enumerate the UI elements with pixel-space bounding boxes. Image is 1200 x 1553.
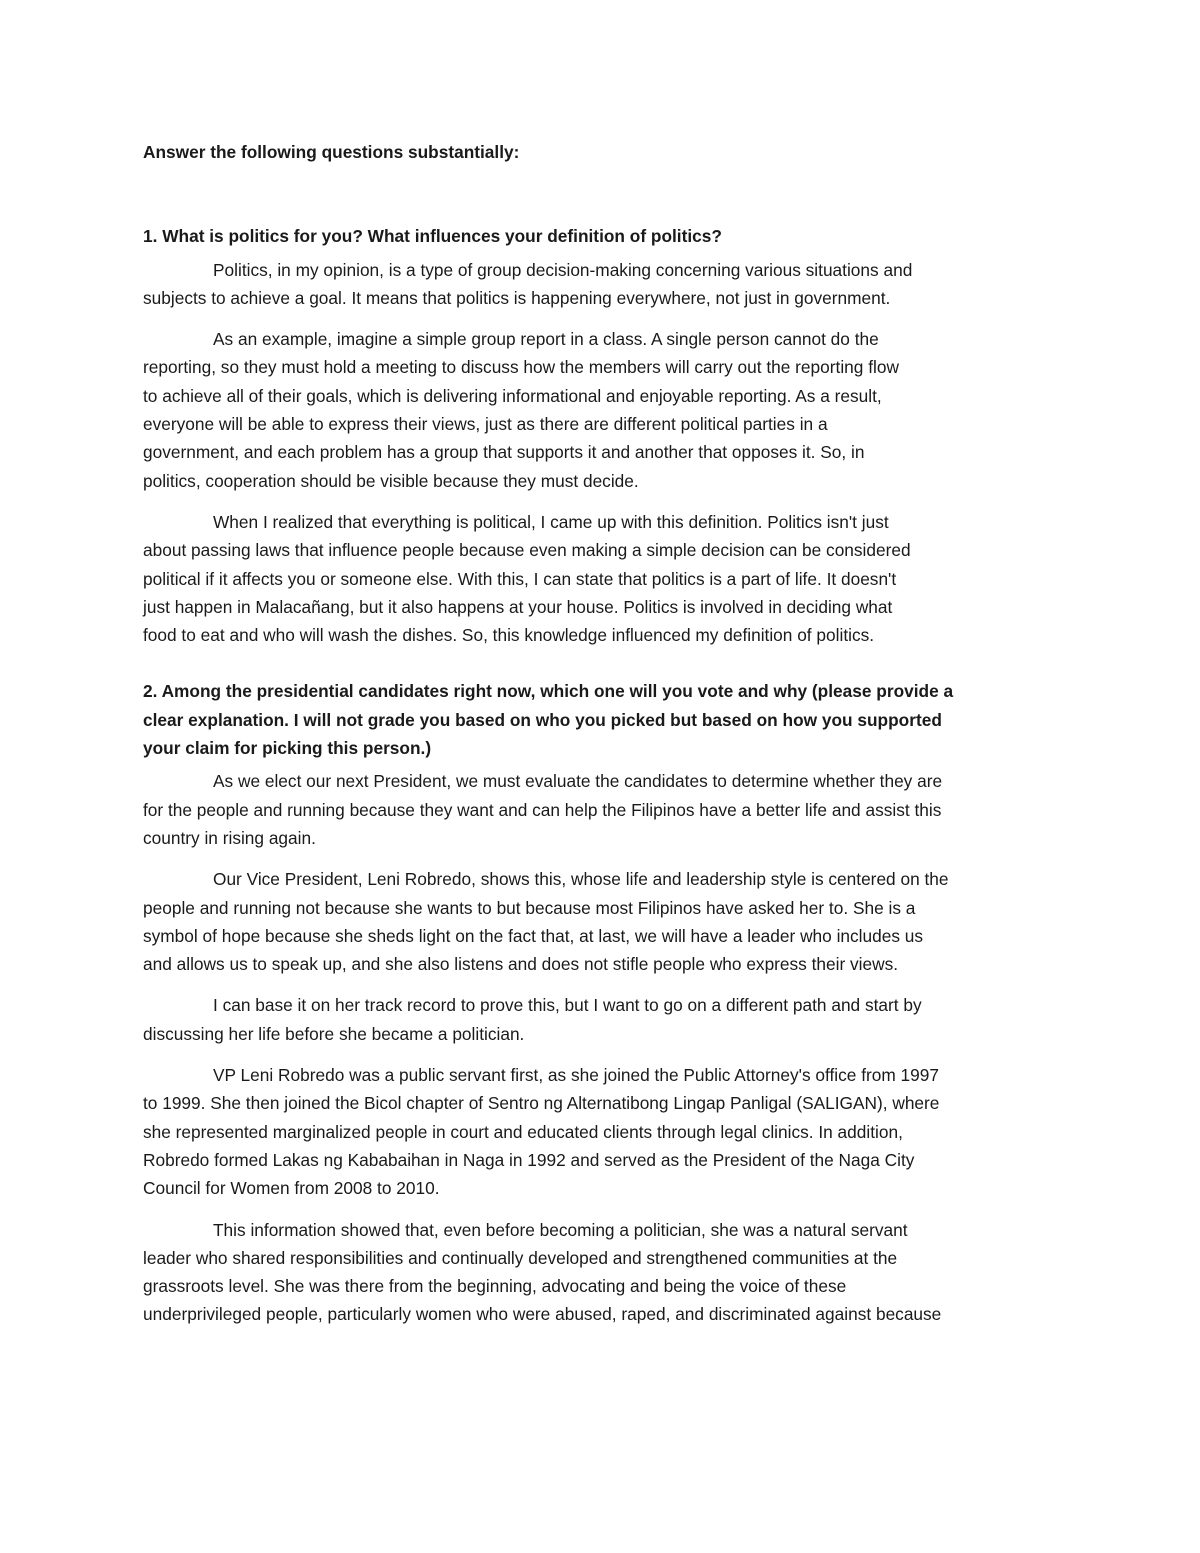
answer-2-paragraph-2 [143, 865, 1063, 978]
text-line: As an example, imagine a simple group report in a class. A single person cannot do the [213, 329, 879, 350]
question-2 [143, 677, 1063, 762]
question-2-line: clear explanation. I will not grade you based on who you picked but based on how you supported [143, 709, 942, 730]
text-line: Robredo formed Lakas ng Kababaihan in Naga in 1992 and served as the President of the Naga City [143, 1149, 915, 1170]
text-line: to 1999. She then joined the Bicol chapter of Sentro ng Alternatibong Lingap Panligal (SALIGAN), where [143, 1093, 940, 1114]
text-line: leader who shared responsibilities and continually developed and strengthened communities at the [143, 1247, 898, 1268]
text-line: This information showed that, even before becoming a politician, she was a natural servant [213, 1219, 908, 1240]
text-line: she represented marginalized people in court and educated clients through legal clinics. In addition, [143, 1121, 903, 1142]
question-1-line: 1. What is politics for you? What influences your definition of politics? [143, 226, 722, 247]
text-line: everyone will be able to express their views, just as there are different political parties in a [143, 414, 828, 435]
text-line: political if it affects you or someone else. With this, I can state that politics is a part of life. It doesn't [143, 568, 897, 589]
text-line: As we elect our next President, we must evaluate the candidates to determine whether they are [213, 771, 943, 792]
text-line: reporting, so they must hold a meeting to discuss how the members will carry out the reporting flow [143, 357, 899, 378]
text-line: just happen in Malacañang, but it also happens at your house. Politics is involved in deciding what [143, 596, 893, 617]
text-line: government, and each problem has a group that supports it and another that opposes it. So, in [143, 442, 865, 463]
text-line: VP Leni Robredo was a public servant first, as she joined the Public Attorney's office from 1997 [213, 1065, 939, 1086]
text-line: about passing laws that influence people because even making a simple decision can be considered [143, 540, 911, 561]
text-line: Politics, in my opinion, is a type of group decision-making concerning various situations and [213, 259, 913, 280]
answer-1-paragraph-3 [143, 508, 1063, 649]
text-line: country in rising again. [143, 827, 316, 848]
text-line: people and running not because she wants to but because most Filipinos have asked her to. She is a [143, 897, 916, 918]
instruction-heading [143, 138, 1063, 166]
text-line: grassroots level. She was there from the beginning, advocating and being the voice of these [143, 1276, 847, 1297]
text-line: food to eat and who will wash the dishes. So, this knowledge influenced my definition of politics. [143, 625, 875, 646]
text-line: I can base it on her track record to prove this, but I want to go on a different path and start by [213, 995, 922, 1016]
answer-2-paragraph-5 [143, 1216, 1063, 1329]
text-line: subjects to achieve a goal. It means that politics is happening everywhere, not just in government. [143, 287, 891, 308]
text-line: When I realized that everything is political, I came up with this definition. Politics isn't just [213, 511, 889, 532]
text-line: to achieve all of their goals, which is delivering informational and enjoyable reporting. As a result, [143, 385, 882, 406]
answer-2-paragraph-3 [143, 991, 1063, 1048]
question-2-line: your claim for picking this person.) [143, 738, 432, 759]
answer-1-paragraph-1 [143, 256, 1063, 313]
text-line: for the people and running because they want and can help the Filipinos have a better life and assist this [143, 799, 942, 820]
text-line: politics, cooperation should be visible because they must decide. [143, 470, 639, 491]
answer-2-paragraph-4 [143, 1061, 1063, 1202]
question-1 [143, 222, 1063, 250]
question-2-line: 2. Among the presidential candidates right now, which one will you vote and why (please provide a [143, 681, 954, 702]
text-line: discussing her life before she became a politician. [143, 1023, 525, 1044]
document-body [143, 138, 1063, 1342]
instruction-text: Answer the following questions substantially: [143, 142, 520, 162]
text-line: and allows us to speak up, and she also listens and does not stifle people who express their views. [143, 954, 899, 975]
answer-1-paragraph-2 [143, 325, 1063, 495]
text-line: underprivileged people, particularly women who were abused, raped, and discriminated against because [143, 1304, 942, 1325]
text-line: Council for Women from 2008 to 2010. [143, 1178, 440, 1199]
text-line: Our Vice President, Leni Robredo, shows this, whose life and leadership style is centered on the [213, 869, 949, 890]
answer-2-paragraph-1 [143, 767, 1063, 852]
text-line: symbol of hope because she sheds light on the fact that, at last, we will have a leader who includes us [143, 925, 924, 946]
